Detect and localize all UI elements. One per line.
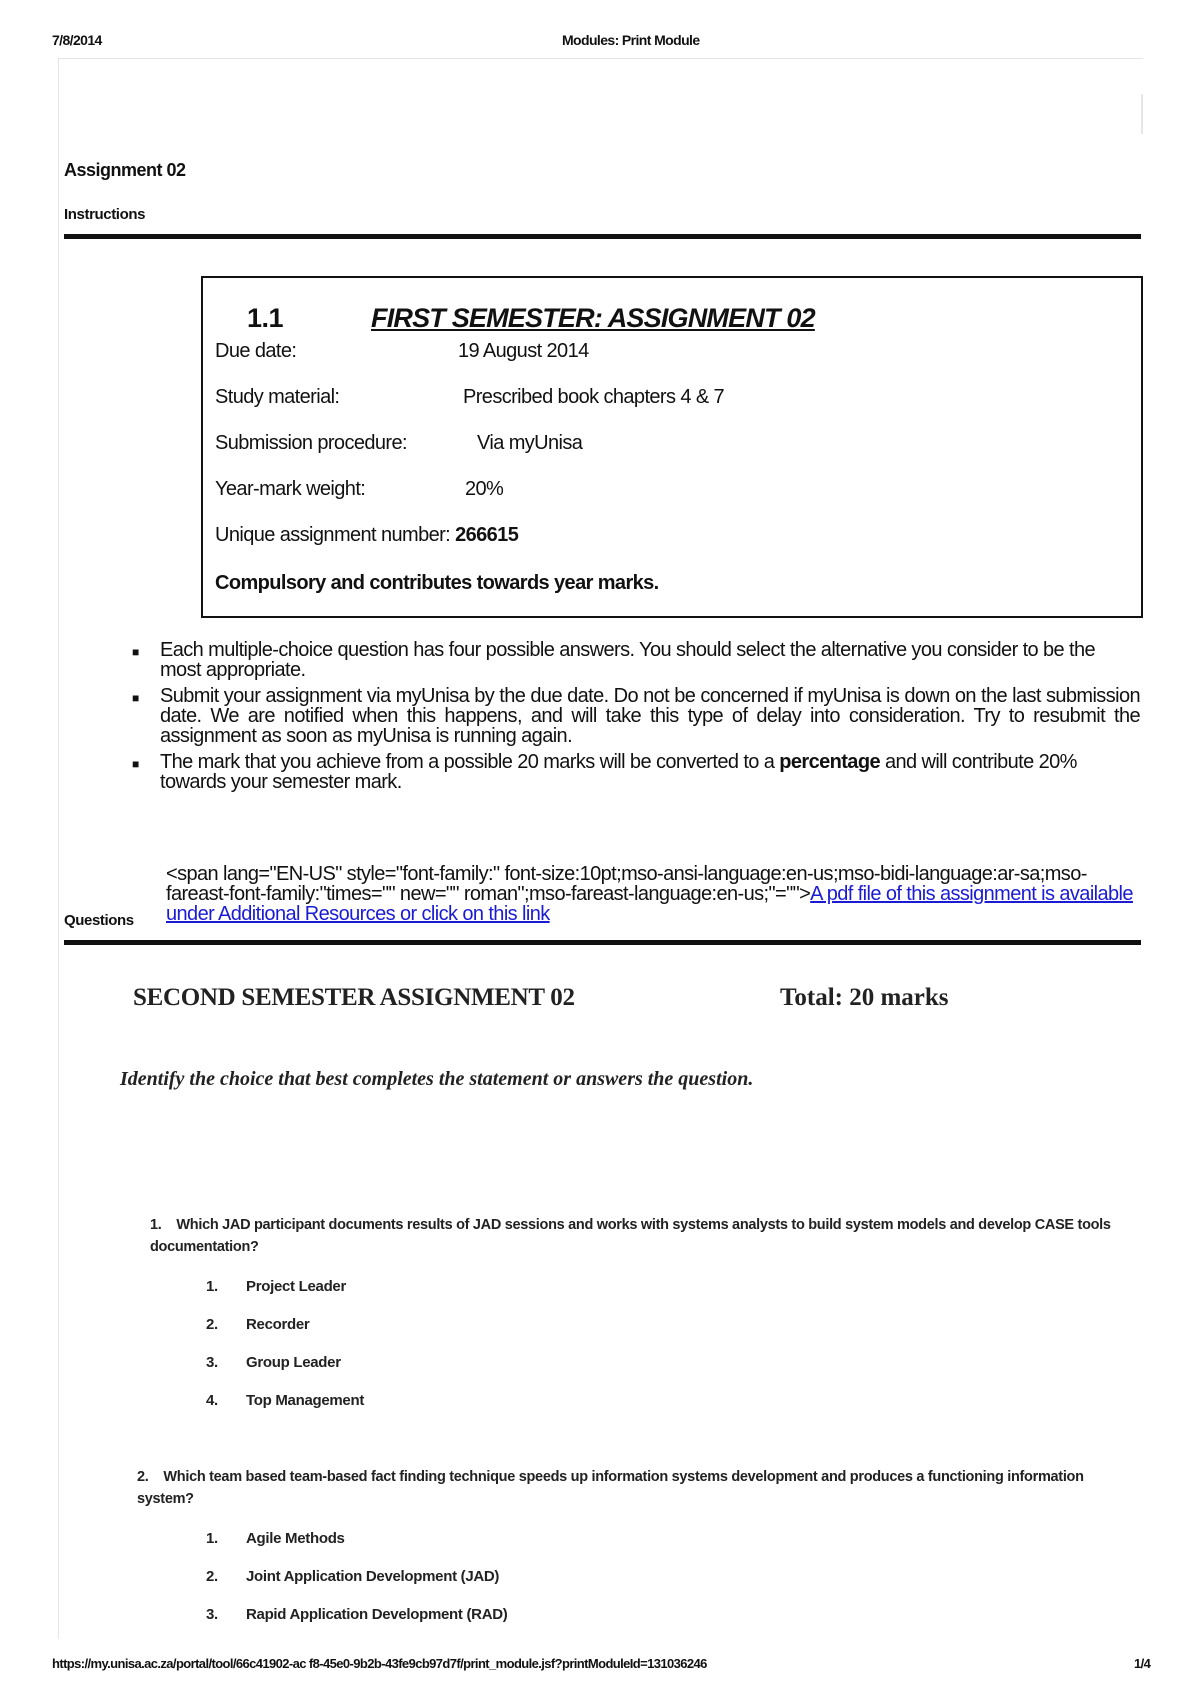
questions-instruction: Identify the choice that best completes the statement or answers the question.	[120, 1068, 754, 1090]
study-material-label: Study material:	[215, 386, 340, 408]
assignment-info-box	[201, 276, 1143, 618]
option-number: 4.	[206, 1392, 218, 1409]
questions-divider	[64, 940, 1141, 945]
page-number: 1/4	[1134, 1656, 1151, 1671]
question-2-number: 2.	[137, 1469, 149, 1485]
option-number: 1.	[206, 1530, 218, 1547]
due-date-value: 19 August 2014	[458, 340, 589, 362]
print-page-title: Modules: Print Module	[562, 32, 700, 48]
option-text: Recorder	[246, 1316, 310, 1333]
questions-label: Questions	[64, 912, 134, 929]
option-number: 2.	[206, 1568, 218, 1585]
option-text: Group Leader	[246, 1354, 341, 1371]
questions-total-marks: Total: 20 marks	[780, 984, 949, 1011]
bullet-text: Submit your assignment via myUnisa by the due date. Do not be concerned if myUnisa is down on the last submission date. We are notified when this happens, and will take this type of delay into consideration. Try to resubmit the assignment as soon as myUnisa is running again.	[160, 685, 1140, 747]
bullet-icon: ■	[132, 757, 139, 771]
bullet-icon: ■	[132, 645, 139, 659]
bullet-text-end: and will contribute 20% towards your semester mark.	[160, 751, 1077, 793]
study-material-value: Prescribed book chapters 4 & 7	[463, 386, 725, 408]
box-title: FIRST SEMESTER: ASSIGNMENT 02	[371, 303, 815, 333]
option-number: 2.	[206, 1316, 218, 1333]
print-date: 7/8/2014	[52, 32, 102, 48]
bullet-text: Each multiple-choice question has four possible answers. You should select the alternative you consider to be the most appropriate.	[160, 639, 1096, 681]
questions-heading: SECOND SEMESTER ASSIGNMENT 02	[133, 984, 575, 1011]
raw-span-markup: <span lang="EN-US" style="font-family:" font-size:10pt;mso-ansi-language:en-us;mso-bidi-language:ar-sa;mso-fareast-font-family:"times="" new="" roman";mso-fareast-language:en-us;"="">	[166, 863, 1087, 905]
question-1-text: Which JAD participant documents results of JAD sessions and works with systems analysts to build system models and develop CASE tools documentation?	[150, 1217, 1111, 1255]
option-number: 3.	[206, 1606, 218, 1623]
option-text: Project Leader	[246, 1278, 347, 1295]
unique-number-label: Unique assignment number:	[215, 524, 456, 546]
box-section-number: 1.1	[247, 303, 284, 333]
compulsory-note: Compulsory and contributes towards year marks.	[215, 572, 659, 594]
year-mark-weight-value: 20%	[465, 478, 504, 500]
submission-procedure-value: Via myUnisa	[477, 432, 583, 454]
instructions-label: Instructions	[64, 206, 146, 223]
option-text: Agile Methods	[246, 1530, 345, 1547]
unique-number-value: 266615	[455, 524, 519, 546]
option-text: Top Management	[246, 1392, 365, 1409]
bullet-text-start: The mark that you achieve from a possible 20 marks will be converted to a	[160, 751, 775, 773]
instructions-divider	[64, 234, 1141, 239]
print-url: https://my.unisa.ac.za/portal/tool/66c41902-ac f8-45e0-9b2b-43fe9cb97d7f/print_module.jsf?printModuleId=131036246	[52, 1656, 707, 1671]
assignment-title: Assignment 02	[64, 160, 186, 180]
option-number: 3.	[206, 1354, 218, 1371]
option-number: 1.	[206, 1278, 218, 1295]
option-text: Joint Application Development (JAD)	[246, 1568, 500, 1585]
submission-procedure-label: Submission procedure:	[215, 432, 407, 454]
question-2-text: Which team based team-based fact finding technique speeds up information systems development and produces a functioning information system?	[137, 1469, 1084, 1507]
bullet-icon: ■	[132, 691, 139, 705]
question-1-number: 1.	[150, 1217, 162, 1233]
question-1	[150, 1214, 1140, 1258]
year-mark-weight-label: Year-mark weight:	[215, 478, 366, 500]
unique-assignment-number	[215, 524, 518, 547]
raw-markup-text	[166, 864, 1141, 924]
pdf-download-link[interactable]: A pdf file of this assignment is available under Additional Resources or click on this link	[166, 883, 1133, 925]
option-text: Rapid Application Development (RAD)	[246, 1606, 508, 1623]
page-frame-edge	[1141, 94, 1143, 134]
bullet-text-emphasis: percentage	[779, 751, 880, 773]
bullet-text	[160, 752, 1140, 792]
question-2	[137, 1466, 1117, 1510]
due-date-label: Due date:	[215, 340, 297, 362]
